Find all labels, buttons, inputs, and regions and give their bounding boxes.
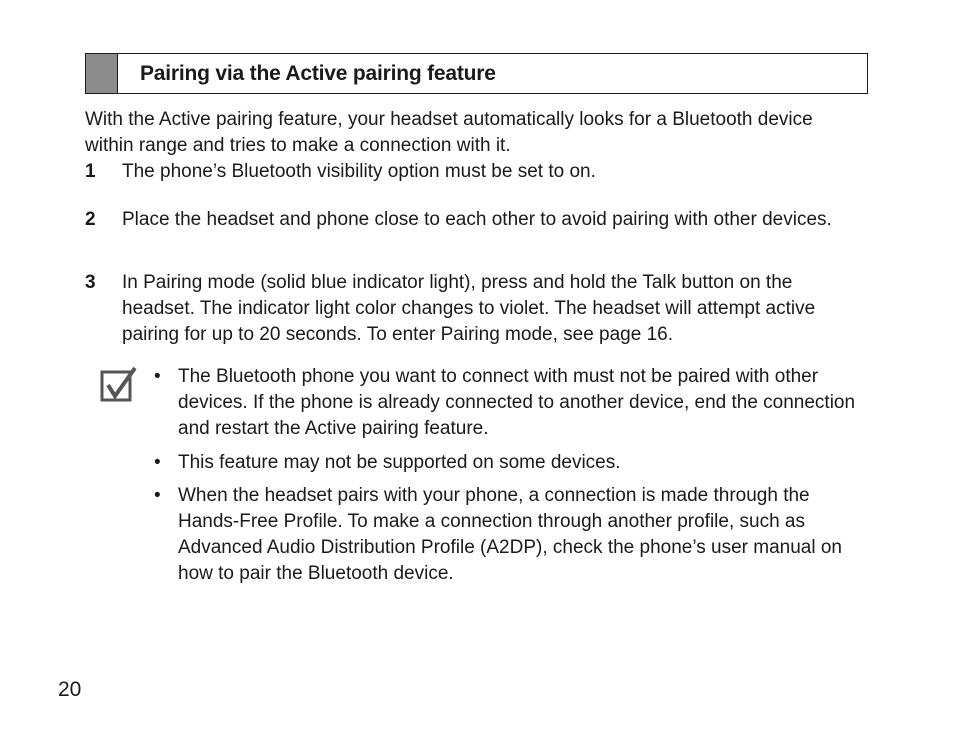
note-text: This feature may not be supported on some devices. xyxy=(178,452,621,473)
intro-paragraph: With the Active pairing feature, your headset automatically looks for a Bluetooth device within range and tries to make a connection with it. xyxy=(85,109,813,156)
bullet: • xyxy=(154,485,161,506)
step-text: Place the headset and phone close to each other to avoid pairing with other devices. xyxy=(122,209,832,230)
note-text: The Bluetooth phone you want to connect with must not be paired with other devices. If the phone is already connected to another device, end the connection and restart the Active pairing feature. xyxy=(178,366,856,439)
step-item xyxy=(85,207,865,233)
heading-tab-marker xyxy=(86,54,118,93)
bullet: • xyxy=(154,452,161,473)
step-item xyxy=(85,270,865,348)
note-list-item xyxy=(152,483,862,587)
step-number: 2 xyxy=(85,209,96,230)
note-text: When the headset pairs with your phone, a connection is made through the Hands-Free Profile. To make a connection through another profile, such as Advanced Audio Distribution Profile (A2DP), check the phone’s user manual on how to pair the Bluetooth device. xyxy=(178,485,842,584)
step-text: The phone’s Bluetooth visibility option must be set to on. xyxy=(122,161,596,182)
step-number: 3 xyxy=(85,272,96,293)
step-item xyxy=(85,159,865,185)
section-heading xyxy=(85,53,868,94)
checkbox-note-icon xyxy=(100,366,138,404)
note-list-item xyxy=(152,364,862,442)
bullet: • xyxy=(154,366,161,387)
step-text: In Pairing mode (solid blue indicator light), press and hold the Talk button on the headset. The indicator light color changes to violet. The headset will attempt active pairing for up to 20 seconds. To enter Pairing mode, see page 16. xyxy=(122,272,816,345)
page-number: 20 xyxy=(58,678,82,701)
note-list-item xyxy=(152,450,862,476)
section-title: Pairing via the Active pairing feature xyxy=(140,61,496,85)
step-number: 1 xyxy=(85,161,96,182)
